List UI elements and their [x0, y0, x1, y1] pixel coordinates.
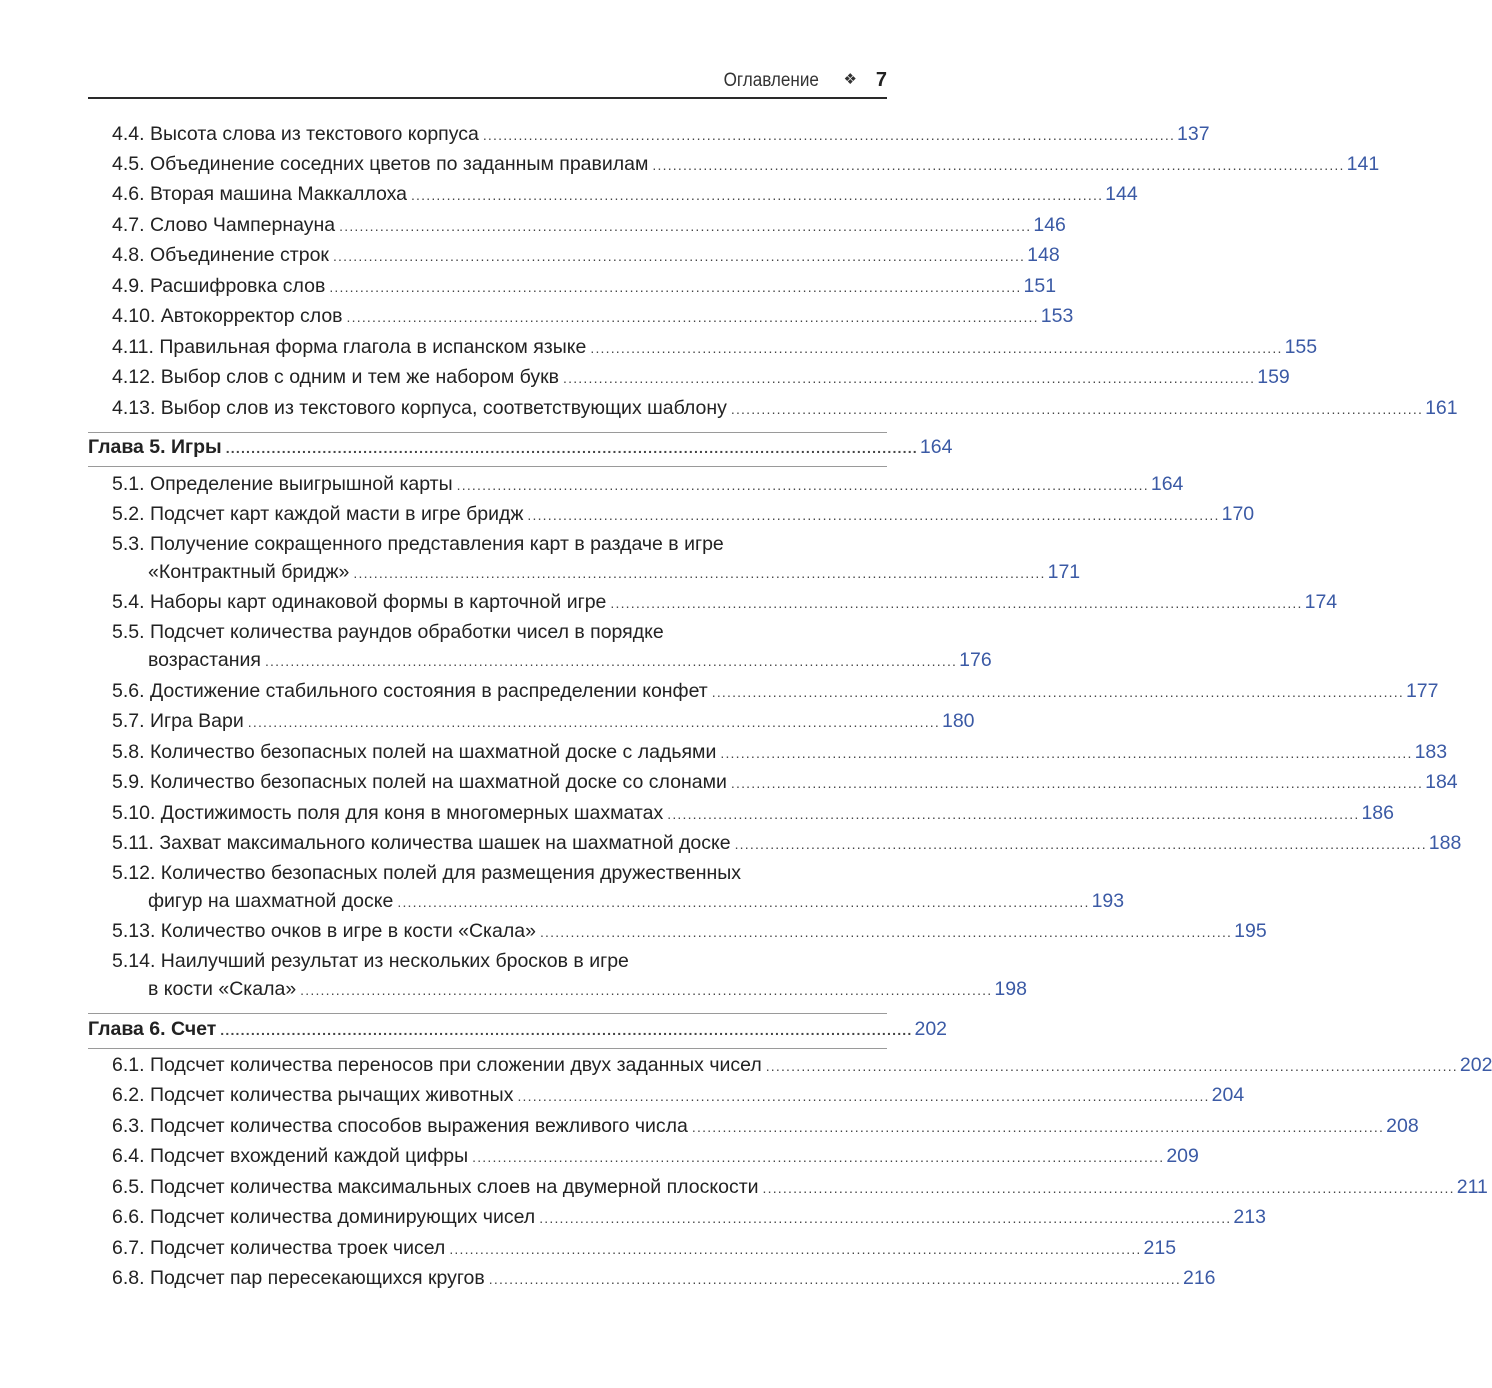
- toc-entry-page: 153: [1040, 305, 1074, 327]
- toc-entry-page: 183: [1414, 741, 1448, 763]
- toc-entry[interactable]: 5.12. Количество безопасных полей для размещения дружественных фигур на шахматной доске ........................................................................................................................................ 193: [112, 862, 1125, 912]
- toc-entry-page: 209: [1166, 1145, 1199, 1167]
- toc-entry[interactable]: 5.8. Количество безопасных полей на шахматной доске с ладьями ........................................................................................................................................ 183: [112, 741, 1448, 763]
- toc-entry[interactable]: 6.4. Подсчет вхождений каждой цифры ........................................................................................................................................ 209: [112, 1145, 1199, 1167]
- toc-entry-page: 184: [1425, 771, 1458, 793]
- toc-entry-page: 195: [1234, 920, 1267, 942]
- toc-entry-title: 5.10. Достижимость поля для коня в многомерных шахматах: [112, 802, 664, 824]
- toc-entry[interactable]: 4.11. Правильная форма глагола в испанском языке ........................................................................................................................................ 155: [112, 336, 1318, 358]
- toc-entry-page: 171: [1047, 561, 1081, 583]
- toc-entry[interactable]: 5.9. Количество безопасных полей на шахматной доске со слонами ........................................................................................................................................ 184: [112, 771, 1458, 793]
- header-title: Оглавление: [723, 70, 819, 91]
- toc-entry[interactable]: 4.5. Объединение соседних цветов по заданным правилам ........................................................................................................................................ 141: [112, 153, 1380, 175]
- toc-entry-title-line1: 5.5. Подсчет количества раундов обработки чисел в порядке: [112, 621, 664, 643]
- toc-chapter-title: Глава 5. Игры: [88, 436, 222, 458]
- toc-entry-title: 5.6. Достижение стабильного состояния в распределении конфет: [112, 680, 708, 702]
- toc-entry-title: 6.1. Подсчет количества переносов при сложении двух заданных чисел: [112, 1054, 762, 1076]
- toc-entry[interactable]: 6.2. Подсчет количества рычащих животных ........................................................................................................................................ 204: [112, 1084, 1245, 1106]
- toc-entry[interactable]: 5.2. Подсчет карт каждой масти в игре бридж ........................................................................................................................................ 170: [112, 503, 1255, 525]
- toc-entry[interactable]: 4.6. Вторая машина Маккаллоха ........................................................................................................................................ 144: [112, 183, 1138, 205]
- toc-entry-page: 208: [1386, 1115, 1419, 1137]
- toc-entry-page: 204: [1211, 1084, 1245, 1106]
- toc-entry-page: 170: [1221, 503, 1255, 525]
- toc-entry-page: 193: [1091, 890, 1125, 912]
- toc-entry-title: 6.2. Подсчет количества рычащих животных: [112, 1084, 514, 1106]
- toc-entry[interactable]: 5.5. Подсчет количества раундов обработки чисел в порядке возрастания ........................................................................................................................................ 176: [112, 621, 992, 671]
- toc-entry-title: 6.6. Подсчет количества доминирующих чисел: [112, 1206, 536, 1228]
- toc-entry-title: 4.12. Выбор слов с одним и тем же набором букв: [112, 366, 560, 388]
- toc-entry[interactable]: 5.14. Наилучший результат из нескольких бросков в игре в кости «Скала» ........................................................................................................................................ 198: [112, 950, 1027, 1000]
- divider: [88, 466, 887, 467]
- toc-entry-title: 6.5. Подсчет количества максимальных слоев на двумерной плоскости: [112, 1176, 759, 1198]
- toc-entry-page: 176: [959, 649, 992, 671]
- toc-entry[interactable]: 6.7. Подсчет количества троек чисел ........................................................................................................................................ 215: [112, 1237, 1177, 1259]
- toc-chapter-page: 164: [919, 436, 953, 458]
- toc-entry-title: 4.6. Вторая машина Маккаллоха: [112, 183, 407, 205]
- toc-entry-title-line1: 5.3. Получение сокращенного представления карт в раздаче в игре: [112, 533, 724, 555]
- toc-entry[interactable]: 5.7. Игра Вари ........................................................................................................................................ 180: [112, 710, 975, 732]
- toc-entry-title: 4.8. Объединение строк: [112, 244, 329, 266]
- toc-chapter[interactable]: Глава 5. Игры ........................................................................................................................................ 164: [88, 436, 953, 458]
- toc-entry-title: 6.3. Подсчет количества способов выражения вежливого числа: [112, 1115, 688, 1137]
- toc-entry-page: 177: [1405, 680, 1439, 702]
- toc-entry-page: 211: [1456, 1176, 1488, 1198]
- toc-entry-page: 188: [1428, 832, 1462, 854]
- toc-entry-title: 4.7. Слово Чампернауна: [112, 214, 336, 236]
- toc-entry-title: 6.8. Подсчет пар пересекающихся кругов: [112, 1267, 485, 1289]
- toc-entry-title: 4.11. Правильная форма глагола в испанском языке: [112, 336, 587, 358]
- toc-entry[interactable]: 5.10. Достижимость поля для коня в многомерных шахматах ........................................................................................................................................ 186: [112, 802, 1394, 824]
- toc-entry-page: 148: [1027, 244, 1060, 266]
- toc-entry-page: 216: [1182, 1267, 1216, 1289]
- toc-entry-title: 4.4. Высота слова из текстового корпуса: [112, 123, 479, 145]
- toc-entry-title-line1: 5.12. Количество безопасных полей для размещения дружественных: [112, 862, 742, 884]
- toc-entry-page: 155: [1284, 336, 1318, 358]
- toc-chapter[interactable]: Глава 6. Счет ........................................................................................................................................ 202: [88, 1018, 948, 1040]
- toc-entry-title: возрастания: [148, 649, 261, 671]
- toc-entry-page: 198: [994, 978, 1027, 1000]
- toc-entry[interactable]: 5.13. Количество очков в игре в кости «Скала» ........................................................................................................................................ 195: [112, 920, 1267, 942]
- toc-entry[interactable]: 4.4. Высота слова из текстового корпуса ........................................................................................................................................ 137: [112, 123, 1210, 145]
- toc-entry-title: 5.4. Наборы карт одинаковой формы в карточной игре: [112, 591, 607, 613]
- toc-entry-page: 159: [1257, 366, 1290, 388]
- toc-entry-title: 5.13. Количество очков в игре в кости «Скала»: [112, 920, 536, 942]
- toc-entry[interactable]: 6.8. Подсчет пар пересекающихся кругов ........................................................................................................................................ 216: [112, 1267, 1216, 1289]
- toc-entry-page: 161: [1425, 397, 1458, 419]
- divider: [88, 1048, 887, 1049]
- divider: [88, 432, 887, 433]
- toc-entry[interactable]: 6.3. Подсчет количества способов выражения вежливого числа ........................................................................................................................................ 208: [112, 1115, 1419, 1137]
- toc-entry-page: 180: [941, 710, 975, 732]
- toc-entry[interactable]: 5.11. Захват максимального количества шашек на шахматной доске ........................................................................................................................................ 188: [112, 832, 1462, 854]
- toc-entry-title: 4.13. Выбор слов из текстового корпуса, соответствующих шаблону: [112, 397, 727, 419]
- running-header: [88, 66, 887, 99]
- toc-entry-page: 144: [1105, 183, 1138, 205]
- divider: [88, 1013, 887, 1014]
- toc-entry-title: 6.7. Подсчет количества троек чисел: [112, 1237, 446, 1259]
- toc-entry-page: 213: [1233, 1206, 1266, 1228]
- toc-entry-page: 202: [1459, 1054, 1492, 1076]
- toc-entry[interactable]: 6.1. Подсчет количества переносов при сложении двух заданных чисел ........................................................................................................................................ 202: [112, 1054, 1492, 1076]
- toc-entry[interactable]: 4.13. Выбор слов из текстового корпуса, соответствующих шаблону ........................................................................................................................................ 161: [112, 397, 1458, 419]
- toc-entry-page: 215: [1143, 1237, 1177, 1259]
- toc-chapter-page: 202: [914, 1018, 948, 1040]
- diamond-ornament-icon: ❖: [843, 70, 857, 88]
- toc-entry[interactable]: 5.3. Получение сокращенного представления карт в раздаче в игре «Контрактный бридж» ........................................................................................................................................ 171: [112, 533, 1081, 583]
- toc-entry[interactable]: 4.8. Объединение строк ........................................................................................................................................ 148: [112, 244, 1060, 266]
- toc-entry[interactable]: 6.6. Подсчет количества доминирующих чисел ........................................................................................................................................ 213: [112, 1206, 1266, 1228]
- toc-entry[interactable]: 4.12. Выбор слов с одним и тем же набором букв ........................................................................................................................................ 159: [112, 366, 1290, 388]
- toc-entry-title: 5.2. Подсчет карт каждой масти в игре бридж: [112, 503, 524, 525]
- toc-entry[interactable]: 4.7. Слово Чампернауна ........................................................................................................................................ 146: [112, 214, 1066, 236]
- toc-entry[interactable]: 5.4. Наборы карт одинаковой формы в карточной игре ........................................................................................................................................ 174: [112, 591, 1338, 613]
- toc-entry-title: 5.11. Захват максимального количества шашек на шахматной доске: [112, 832, 731, 854]
- toc-entry-title: 4.5. Объединение соседних цветов по заданным правилам: [112, 153, 649, 175]
- toc-entry-title: 5.8. Количество безопасных полей на шахматной доске с ладьями: [112, 741, 717, 763]
- toc-entry[interactable]: 4.9. Расшифровка слов ........................................................................................................................................ 151: [112, 275, 1057, 297]
- toc-entry-title: 6.4. Подсчет вхождений каждой цифры: [112, 1145, 469, 1167]
- toc-entry-title: 4.10. Автокорректор слов: [112, 305, 343, 327]
- toc-entry-title-line1: 5.14. Наилучший результат из нескольких бросков в игре: [112, 950, 629, 972]
- toc-entry[interactable]: 5.1. Определение выигрышной карты ........................................................................................................................................ 164: [112, 473, 1184, 495]
- toc-entry-title: в кости «Скала»: [148, 978, 297, 1000]
- toc-entry-title: «Контрактный бридж»: [148, 561, 350, 583]
- toc-entry-page: 164: [1150, 473, 1184, 495]
- toc-entry[interactable]: 6.5. Подсчет количества максимальных слоев на двумерной плоскости ........................................................................................................................................ 211: [112, 1176, 1488, 1198]
- toc-entry-page: 137: [1177, 123, 1210, 145]
- toc-entry-page: 146: [1033, 214, 1066, 236]
- toc-entry-title: 5.7. Игра Вари: [112, 710, 244, 732]
- toc-entry-title: 5.1. Определение выигрышной карты: [112, 473, 453, 495]
- toc-entry[interactable]: 4.10. Автокорректор слов ........................................................................................................................................ 153: [112, 305, 1074, 327]
- toc-entry-page: 141: [1346, 153, 1380, 175]
- toc-chapter-title: Глава 6. Счет: [88, 1018, 217, 1040]
- toc-entry-page: 186: [1361, 802, 1394, 824]
- toc-entry-title: 4.9. Расшифровка слов: [112, 275, 326, 297]
- toc-entry-title: 5.9. Количество безопасных полей на шахматной доске со слонами: [112, 771, 727, 793]
- toc-entry[interactable]: 5.6. Достижение стабильного состояния в распределении конфет ........................................................................................................................................ 177: [112, 680, 1439, 702]
- toc-entry-page: 151: [1023, 275, 1057, 297]
- toc-entry-page: 174: [1304, 591, 1338, 613]
- page-number: 7: [875, 69, 887, 91]
- toc-entry-title: фигур на шахматной доске: [148, 890, 394, 912]
